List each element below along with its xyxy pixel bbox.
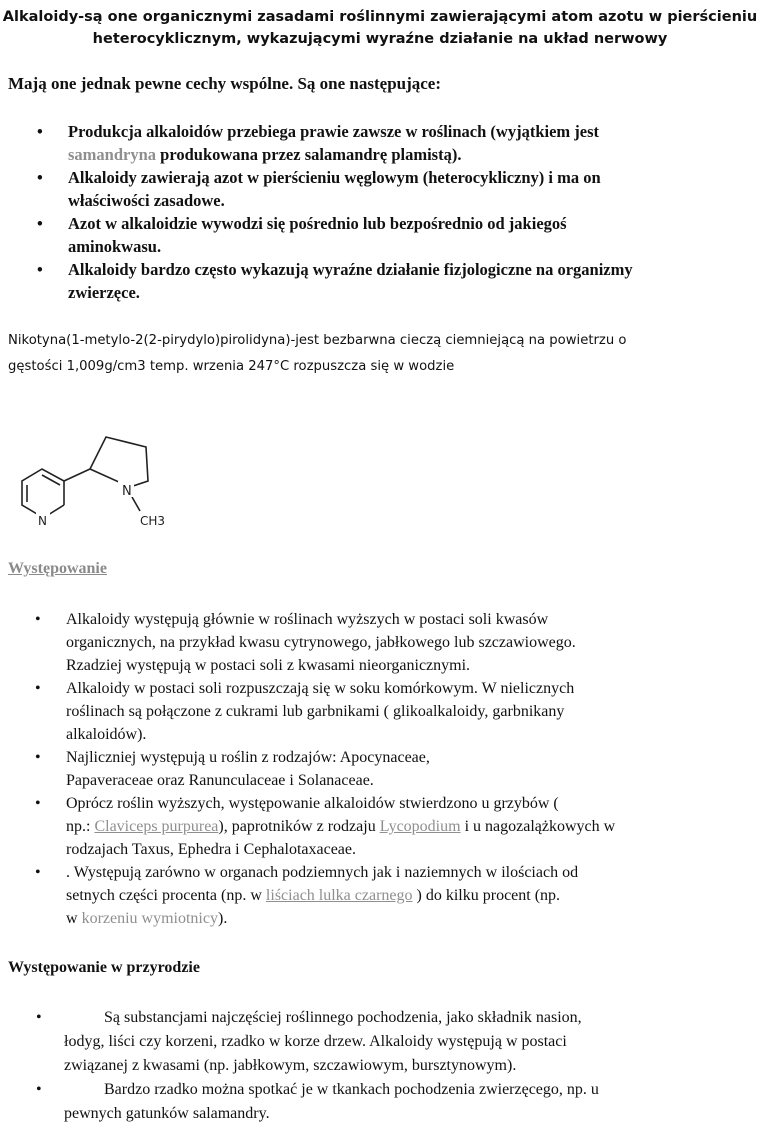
pyrrolidine-ring [90, 437, 148, 487]
atom-n-pyridine: N [38, 514, 47, 528]
list-item [35, 677, 615, 746]
list-line: rodzajach Taxus, Ephedra i Cephalotaxaceae. [66, 841, 356, 858]
list-line: roślinach są połączone z cukrami lub garbnikami ( glikoalkaloidy, garbnikany [66, 703, 565, 720]
bullet: • [35, 864, 41, 881]
list-item [36, 1078, 599, 1126]
bullet: • [37, 168, 43, 187]
text-fragment: i u nagozalążkowych w [460, 818, 616, 835]
list-line: Oprócz roślin wyższych, występowanie alkaloidów stwierdzono u grzybów ( [66, 795, 559, 812]
text-fragment: ) do kilku procent (np. [412, 887, 561, 904]
text-fragment: ). [217, 910, 228, 927]
list-line: . Występują zarówno w organach podziemnych jak i naziemnych w ilościach od [66, 864, 579, 881]
text-fragment: np.: [66, 818, 95, 835]
text-fragment: setnych części procenta (np. w [66, 887, 266, 904]
bullet: • [35, 795, 41, 812]
list-item [37, 258, 633, 304]
text-fragment: ), paprotników z rodzaju [218, 818, 380, 835]
list-item [37, 120, 633, 166]
list-line: właściwości zasadowe. [68, 191, 225, 210]
occurrence-list [35, 608, 616, 930]
nature-list [36, 1006, 599, 1126]
list-line: Rzadziej występują w postaci soli z kwasami nieorganicznymi. [66, 657, 471, 674]
list-item [35, 861, 615, 930]
nicotine-description [8, 328, 626, 380]
list-line: Alkaloidy występują głównie w roślinach wyższych w postaci soli kwasów [66, 611, 549, 628]
list-item [35, 746, 615, 792]
nicotine-line-2: gęstości 1,009g/cm3 temp. wrzenia 247°C rozpuszcza się w wodzie [8, 359, 455, 374]
lulek-czarny-link[interactable]: liściach lulka czarnego [265, 887, 413, 904]
features-list [37, 120, 633, 304]
list-line: łodyg, liści czy korzeni, rzadko w korze drzew. Alkaloidy występują w postaci [64, 1033, 567, 1050]
list-line: Azot w alkaloidzie wywodzi się pośrednio lub bezpośrednio od jakiegoś [68, 214, 567, 233]
intro-text: Mają one jednak pewne cechy wspólne. Są one następujące: [8, 74, 442, 93]
page-title [0, 6, 760, 50]
methyl-group: CH3 [140, 514, 166, 528]
list-line: związanej z kwasami (np. jabłkowym, szczawiowym, bursztynowym). [64, 1057, 517, 1074]
nicotine-structure-diagram [8, 425, 188, 535]
list-line: Alkaloidy w postaci soli rozpuszczają się w soku komórkowym. W nielicznych [66, 680, 575, 697]
nicotine-line-1: Nikotyna(1-metylo-2(2-pirydylo)pirolidyna)-jest bezbarwna cieczą ciemniejącą na powietrzu o [8, 333, 627, 348]
list-line: Bardzo rzadko można spotkać je w tkankach pochodzenia zwierzęcego, np. u [104, 1081, 599, 1098]
bullet: • [37, 122, 43, 141]
list-line: Alkaloidy zawierają azot w pierścieniu węglowym (heterocykliczny) i ma on [68, 168, 601, 187]
title-line-1: Alkaloidy-są one organicznymi zasadami roślinnymi zawierającymi atom azotu w pierścieniu [2, 9, 758, 25]
list-line: pewnych gatunków salamandry. [64, 1105, 270, 1122]
list-item [35, 608, 615, 677]
list-line: alkaloidów). [66, 726, 147, 743]
list-line: Najliczniej występują u roślin z rodzajów: Apocynaceae, [66, 749, 430, 766]
nature-heading: Występowanie w przyrodzie [8, 959, 200, 976]
bullet: • [35, 680, 41, 697]
list-item [37, 166, 633, 212]
list-item [36, 1006, 599, 1078]
text-fragment: w [66, 910, 82, 927]
bullet: • [36, 1081, 42, 1098]
title-line-2: heterocyklicznym, wykazującymi wyraźne działanie na układ nerwowy [92, 31, 668, 47]
list-line: organicznych, na przykład kwasu cytrynowego, jabłkowego lub szczawiowego. [66, 634, 576, 651]
bullet: • [36, 1009, 42, 1026]
bullet: • [37, 260, 43, 279]
list-line: Alkaloidy bardzo często wykazują wyraźne działanie fizjologiczne na organizmy [68, 260, 633, 279]
wymiotnica-link[interactable]: korzeniu wymiotnicy [81, 910, 218, 927]
bullet: • [35, 749, 41, 766]
bullet: • [35, 611, 41, 628]
list-item [35, 792, 616, 861]
list-line: Są substancjami najczęściej roślinnego pochodzenia, jako składnik nasion, [104, 1009, 582, 1026]
list-item [37, 212, 633, 258]
list-line: produkowana przez salamandrę plamistą). [156, 145, 462, 164]
list-line: zwierzęce. [68, 283, 140, 302]
samandryna-link[interactable]: samandryna [68, 145, 157, 164]
atom-n-pyrrolidine: N [122, 484, 132, 499]
list-line: Produkcja alkaloidów przebiega prawie zawsze w roślinach (wyjątkiem jest [68, 122, 600, 141]
wystepowanie-heading-link[interactable]: Występowanie [8, 560, 107, 577]
lycopodium-link[interactable]: Lycopodium [379, 818, 461, 835]
list-line: Papaveraceae oraz Ranunculaceae i Solanaceae. [66, 772, 374, 789]
bullet: • [37, 214, 43, 233]
claviceps-link[interactable]: Claviceps purpurea [94, 818, 219, 835]
list-line: aminokwasu. [68, 237, 162, 256]
